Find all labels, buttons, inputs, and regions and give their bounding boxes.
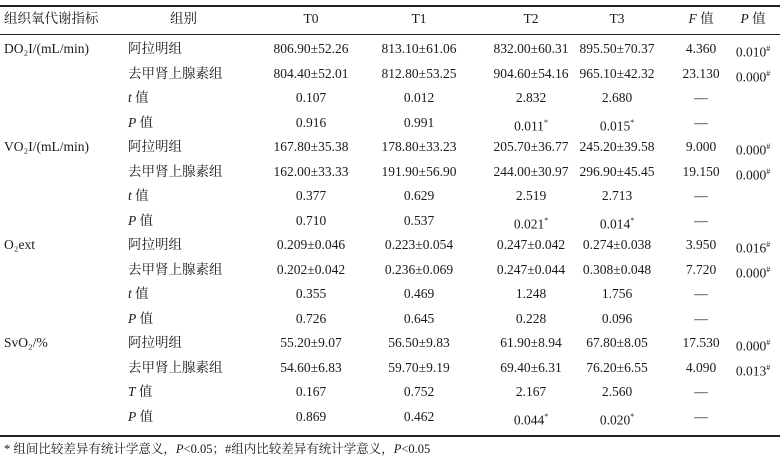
- cell-p: 0.000#: [735, 338, 771, 354]
- cell-t2: 61.90±8.94: [500, 335, 562, 350]
- cell-f: 17.530: [682, 335, 720, 350]
- cell-t0: 0.916: [295, 114, 327, 130]
- cell-t0: 0.209±0.046: [276, 237, 346, 252]
- cell-t3: 245.20±39.58: [579, 139, 655, 154]
- cell-t3: 296.90±45.45: [579, 163, 655, 179]
- cell-p: [728, 405, 778, 429]
- table-row: [0, 380, 780, 404]
- cell-t2: 69.40±6.31: [500, 359, 562, 375]
- cell-t2: 205.70±36.77: [493, 139, 569, 154]
- group-label: P 值: [128, 212, 154, 228]
- cell-f: 4.360: [685, 41, 717, 56]
- cell-t2: 244.00±30.97: [493, 163, 569, 179]
- table-row: [0, 62, 780, 86]
- cell-t0: 0.869: [295, 408, 327, 424]
- indicator-label: O₂ext: [4, 237, 35, 252]
- table-row: [0, 184, 780, 208]
- cell-t2: 2.167: [515, 384, 547, 399]
- group-label: 阿拉明组: [128, 139, 182, 154]
- cell-t3: 0.015*: [599, 117, 635, 133]
- cell-f: —: [694, 90, 708, 105]
- header-f-value: F 值: [688, 11, 714, 26]
- cell-t1: 0.236±0.069: [384, 261, 454, 277]
- group-label: t 值: [128, 188, 149, 203]
- group-label: 阿拉明组: [128, 41, 182, 56]
- cell-t0: 0.107: [295, 90, 327, 105]
- cell-t1: 0.991: [403, 114, 435, 130]
- cell-f: 7.720: [685, 261, 717, 277]
- cell-t3: 0.308±0.048: [582, 261, 652, 277]
- cell-f: 19.150: [682, 163, 720, 179]
- cell-t0: 162.00±33.33: [273, 163, 349, 179]
- group-label: P 值: [128, 310, 154, 326]
- cell-t0: 0.377: [295, 188, 327, 203]
- cell-t1: 191.90±56.90: [381, 163, 457, 179]
- cell-t1: 0.645: [403, 310, 435, 326]
- header-indicator: 组织氧代谢指标: [4, 11, 99, 26]
- header-t0: T0: [303, 11, 319, 26]
- cell-t2: 2.832: [515, 90, 547, 105]
- cell-t2: 2.519: [515, 188, 547, 203]
- cell-f: —: [694, 212, 708, 228]
- cell-t2: 0.247±0.042: [496, 237, 566, 252]
- cell-t3: 2.680: [601, 90, 633, 105]
- cell-t1: 0.469: [403, 286, 435, 301]
- cell-t1: 0.462: [403, 408, 435, 424]
- cell-p: 0.000#: [735, 264, 771, 280]
- group-label: 去甲肾上腺素组: [128, 359, 223, 375]
- cell-t2: 0.044*: [513, 411, 549, 427]
- cell-t1: 0.629: [403, 188, 435, 203]
- cell-f: 3.950: [685, 237, 717, 252]
- table-row: [0, 209, 780, 233]
- indicator-label: VO₂I/(mL/min): [4, 139, 89, 154]
- cell-t3: 895.50±70.37: [579, 41, 655, 56]
- cell-p: 0.016#: [735, 240, 771, 256]
- table-row: [0, 258, 780, 282]
- table-bottom-rule: [0, 435, 780, 437]
- cell-f: 4.090: [685, 359, 717, 375]
- cell-t0: 0.202±0.042: [276, 261, 346, 277]
- group-label: 阿拉明组: [128, 237, 182, 252]
- cell-t0: 0.167: [295, 384, 327, 399]
- header-t1: T1: [411, 11, 427, 26]
- cell-t2: 1.248: [515, 286, 547, 301]
- indicator-label: DO₂I/(mL/min): [4, 41, 89, 56]
- cell-t0: 55.20±9.07: [280, 335, 342, 350]
- table-header-row: [0, 7, 780, 31]
- cell-p: [728, 184, 778, 208]
- cell-t1: 59.70±9.19: [388, 359, 450, 375]
- cell-f: —: [694, 408, 708, 424]
- table-row: [0, 160, 780, 184]
- table-row: [0, 282, 780, 306]
- cell-p: [728, 307, 778, 331]
- header-t3: T3: [609, 11, 625, 26]
- cell-f: —: [694, 188, 708, 203]
- cell-t3: 0.020*: [599, 411, 635, 427]
- cell-f: —: [694, 384, 708, 399]
- cell-t3: 0.014*: [599, 215, 635, 231]
- cell-t0: 0.726: [295, 310, 327, 326]
- cell-t1: 0.012: [403, 90, 435, 105]
- cell-t3: 965.10±42.32: [579, 65, 655, 81]
- table-row: [0, 86, 780, 110]
- group-label: T 值: [128, 384, 153, 399]
- group-label: P 值: [128, 114, 154, 130]
- cell-t2: 832.00±60.31: [493, 41, 569, 56]
- cell-f: —: [694, 286, 708, 301]
- cell-t1: 0.223±0.054: [384, 237, 454, 252]
- cell-p: [728, 86, 778, 110]
- group-label: 去甲肾上腺素组: [128, 261, 223, 277]
- cell-f: 9.000: [685, 139, 717, 154]
- cell-t3: 2.713: [601, 188, 633, 203]
- cell-t1: 0.537: [403, 212, 435, 228]
- table-row: [0, 356, 780, 380]
- cell-t3: 1.756: [601, 286, 633, 301]
- cell-t3: 0.274±0.038: [582, 237, 652, 252]
- table-header-rule: [0, 34, 780, 35]
- cell-t0: 0.710: [295, 212, 327, 228]
- table-row: [0, 233, 780, 257]
- group-label: 去甲肾上腺素组: [128, 65, 223, 81]
- cell-f: —: [694, 114, 708, 130]
- group-label: t 值: [128, 286, 149, 301]
- table-footnote: * 组间比较差异有统计学意义，P<0.05；#组内比较差异有统计学意义，P<0.05: [4, 442, 431, 456]
- group-label: 去甲肾上腺素组: [128, 163, 223, 179]
- cell-p: [728, 111, 778, 135]
- cell-p: 0.000#: [735, 142, 771, 158]
- cell-t2: 0.247±0.044: [496, 261, 566, 277]
- cell-t1: 56.50±9.83: [388, 335, 450, 350]
- cell-p: [728, 380, 778, 404]
- group-label: 阿拉明组: [128, 335, 182, 350]
- group-label: P 值: [128, 408, 154, 424]
- cell-t2: 0.228: [515, 310, 547, 326]
- cell-f: 23.130: [682, 65, 720, 81]
- cell-t1: 813.10±61.06: [381, 41, 457, 56]
- cell-p: 0.000#: [735, 68, 771, 84]
- table-row: [0, 111, 780, 135]
- cell-t3: 76.20±6.55: [586, 359, 648, 375]
- table-row: [0, 37, 780, 61]
- cell-t2: 904.60±54.16: [493, 65, 569, 81]
- cell-p: [728, 282, 778, 306]
- indicator-label: SvO₂/%: [4, 335, 48, 350]
- table-row: [0, 307, 780, 331]
- cell-t0: 54.60±6.83: [280, 359, 342, 375]
- table-row: [0, 331, 780, 355]
- cell-t1: 812.80±53.25: [381, 65, 457, 81]
- header-group: 组别: [170, 11, 197, 26]
- cell-t2: 0.011*: [514, 117, 548, 133]
- cell-t3: 67.80±8.05: [586, 335, 648, 350]
- cell-t0: 806.90±52.26: [273, 41, 349, 56]
- table-row: [0, 405, 780, 429]
- cell-t0: 804.40±52.01: [273, 65, 349, 81]
- cell-t0: 0.355: [295, 286, 327, 301]
- cell-t0: 167.80±35.38: [273, 139, 349, 154]
- cell-f: —: [694, 310, 708, 326]
- cell-t2: 0.021*: [513, 215, 549, 231]
- group-label: t 值: [128, 90, 149, 105]
- cell-p: 0.013#: [735, 362, 771, 378]
- cell-t3: 0.096: [601, 310, 633, 326]
- cell-p: 0.000#: [735, 166, 771, 182]
- cell-t1: 178.80±33.23: [381, 139, 457, 154]
- table-row: [0, 135, 780, 159]
- cell-t1: 0.752: [403, 384, 435, 399]
- cell-p: [728, 209, 778, 233]
- cell-t3: 2.560: [601, 384, 633, 399]
- header-t2: T2: [523, 11, 539, 26]
- cell-p: 0.010#: [735, 44, 771, 60]
- header-p-value: P 值: [740, 11, 766, 26]
